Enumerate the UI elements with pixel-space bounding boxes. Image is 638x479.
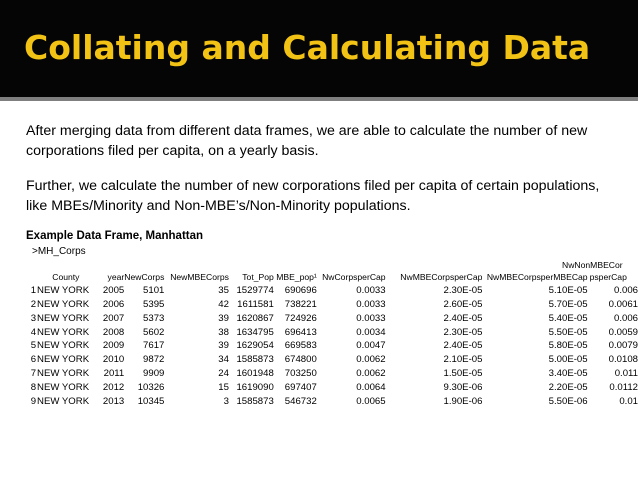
nwmbecorpspermbecap-cell: 5.50E-05 [548,326,588,338]
mbepop-cell: 669583 [284,340,317,352]
nwcorpspercap-cell: 0.0065 [356,395,386,407]
county-cell: NEW YORK [37,340,90,352]
nwnonmbecorpspercap-cell: 0.006 [613,312,638,324]
newmbecorps-cell: 3 [223,395,229,407]
intro-paragraph: After merging data from different data frames, we are able to calculate the number of new corporations filed per capita, on a yearly basis. [26,123,588,159]
newcorps-cell: 9872 [143,354,165,366]
dataframe-name: >MH_Corps [32,246,86,257]
totpop-cell: 1620867 [236,312,274,324]
nwcorpspercap-cell: 0.0047 [356,340,386,352]
header-nwcorpspercap: NwCorpsperCap [322,271,386,282]
row-index: 7 [30,367,37,379]
newmbecorps-cell: 34 [218,354,229,366]
nwcorpspercap-cell: 0.0033 [356,312,386,324]
header-newmbecorps: NewMBECorps [170,271,229,282]
mbepop-cell: 738221 [284,298,317,310]
header-newcorps: NewCorps [124,271,165,282]
table-row [26,367,638,381]
row-index: 5 [30,340,37,352]
nwnonmbecorpspercap-cell: 0.0061 [608,298,638,310]
row-index: 9 [30,395,37,407]
newmbecorps-cell: 24 [218,367,229,379]
header-nwmbecorpspermbecap: NwMBECorpsperMBECap [486,271,588,282]
example-heading: Example Data Frame, Manhattan [26,230,204,242]
county-cell: NEW YORK [37,354,90,366]
nwnonmbecorpspercap-cell: 0.006 [613,285,638,297]
county-cell: NEW YORK [37,285,90,297]
row-index: 3 [30,312,37,324]
newcorps-cell: 10345 [137,395,165,407]
row-index: 4 [30,326,37,338]
county-cell: NEW YORK [37,367,90,379]
totpop-cell: 1601948 [236,367,274,379]
nwmbecorpspermbecap-cell: 5.50E-06 [548,395,588,407]
county-cell: NEW YORK [37,312,90,324]
totpop-cell: 1629054 [236,340,274,352]
totpop-cell: 1585873 [236,354,274,366]
header-county: County [52,271,80,282]
nwcorpspercap-cell: 0.0033 [356,285,386,297]
newmbecorps-cell: 39 [218,340,229,352]
table-row [26,311,638,325]
slide-title: Collating and Calculating Data [24,28,591,67]
year-cell: 2013 [102,395,125,407]
row-index: 1 [30,285,37,297]
nwnonmbecorpspercap-cell: 0.0059 [608,326,638,338]
nwmbecorpspermbecap-cell: 5.10E-05 [548,285,588,297]
table-row [26,284,638,298]
mbepop-cell: 703250 [284,367,317,379]
year-cell: 2009 [102,340,125,352]
nwcorpspercap-cell: 0.0062 [356,354,386,366]
year-cell: 2008 [102,326,125,338]
nwmbecorpspercap-cell: 2.10E-05 [443,354,483,366]
nwmbecorpspercap-cell: 2.30E-05 [443,285,483,297]
header-nwmbecorpspercap: NwMBECorpsperCap [400,271,483,282]
mbepop-cell: 697407 [284,381,317,393]
year-cell: 2007 [102,312,125,324]
nwmbecorpspermbecap-cell: 5.00E-05 [548,354,588,366]
nwmbecorpspermbecap-cell: 5.80E-05 [548,340,588,352]
year-cell: 2005 [102,285,125,297]
nwmbecorpspercap-cell: 2.40E-05 [443,312,483,324]
newcorps-cell: 5373 [143,312,165,324]
nwmbecorpspercap-cell: 1.50E-05 [443,367,483,379]
header-totpop: Tot_Pop [242,271,274,282]
table-row [26,380,638,394]
nwmbecorpspercap-cell: 2.30E-05 [443,326,483,338]
newcorps-cell: 5602 [143,326,165,338]
row-index: 2 [30,298,37,310]
data-frame-table [26,270,638,408]
county-cell: NEW YORK [37,395,90,407]
totpop-cell: 1619090 [236,381,274,393]
totpop-cell: 1529774 [236,285,274,297]
totpop-cell: 1585873 [236,395,274,407]
nwnonmbecorpspercap-cell: 0.0079 [608,340,638,352]
table-row [26,298,638,312]
table-row [26,394,638,408]
newcorps-cell: 10326 [137,381,165,393]
newmbecorps-cell: 39 [218,312,229,324]
header-row [26,270,638,284]
totpop-cell: 1634795 [236,326,274,338]
nwmbecorpspercap-cell: 1.90E-06 [443,395,483,407]
mbepop-cell: 696413 [284,326,317,338]
newmbecorps-cell: 38 [218,326,229,338]
newcorps-cell: 5101 [143,285,165,297]
header-mbepop: MBE_pop¹ [276,271,317,282]
nwmbecorpspercap-cell: 9.30E-06 [443,381,483,393]
nwcorpspercap-cell: 0.0033 [356,298,386,310]
row-index: 8 [30,381,37,393]
nwcorpspercap-cell: 0.0034 [356,326,386,338]
newmbecorps-cell: 15 [218,381,229,393]
year-cell: 2012 [102,381,125,393]
table-row [26,339,638,353]
mbepop-cell: 724926 [284,312,317,324]
nwmbecorpspermbecap-cell: 3.40E-05 [548,367,588,379]
county-cell: NEW YORK [37,298,90,310]
nwnonmbecorpspercap-cell: 0.0108 [608,354,638,366]
year-cell: 2010 [102,354,125,366]
newcorps-cell: 5395 [143,298,165,310]
year-cell: 2011 [103,367,125,379]
nwmbecorpspercap-cell: 2.60E-05 [443,298,483,310]
mbepop-cell: 546732 [284,395,317,407]
newmbecorps-cell: 35 [218,285,229,297]
newcorps-cell: 7617 [143,340,165,352]
nwmbecorpspermbecap-cell: 2.20E-05 [548,381,588,393]
table-row [26,325,638,339]
mbepop-cell: 690696 [284,285,317,297]
header-year: year [107,271,125,282]
nwcorpspercap-cell: 0.0064 [356,381,386,393]
table-row [26,353,638,367]
year-cell: 2006 [102,298,125,310]
totpop-cell: 1611581 [237,298,274,310]
county-cell: NEW YORK [37,381,90,393]
header-nwnonmbecorpspercap: psperCap [589,271,627,282]
row-index: 6 [30,354,37,366]
table-body [26,284,638,408]
detail-paragraph: Further, we calculate the number of new corporations filed per capita of certain populations, like MBEs/Minority and Non-MBE’s/Non-Minority populations. [26,178,600,214]
nwmbecorpspermbecap-cell: 5.40E-05 [548,312,588,324]
mbepop-cell: 674800 [284,354,317,366]
nwnon-header-line1: NwNonMBECor [562,260,623,270]
newcorps-cell: 9909 [143,367,165,379]
title-bar [0,0,638,101]
nwmbecorpspercap-cell: 2.40E-05 [443,340,483,352]
nwmbecorpspermbecap-cell: 5.70E-05 [548,298,588,310]
nwnonmbecorpspercap-cell: 0.011 [614,367,638,379]
header-index [26,270,36,284]
county-cell: NEW YORK [37,326,90,338]
nwnonmbecorpspercap-cell: 0.01 [619,395,638,407]
nwcorpspercap-cell: 0.0062 [356,367,386,379]
newmbecorps-cell: 42 [218,298,229,310]
nwnonmbecorpspercap-cell: 0.0112 [609,381,638,393]
